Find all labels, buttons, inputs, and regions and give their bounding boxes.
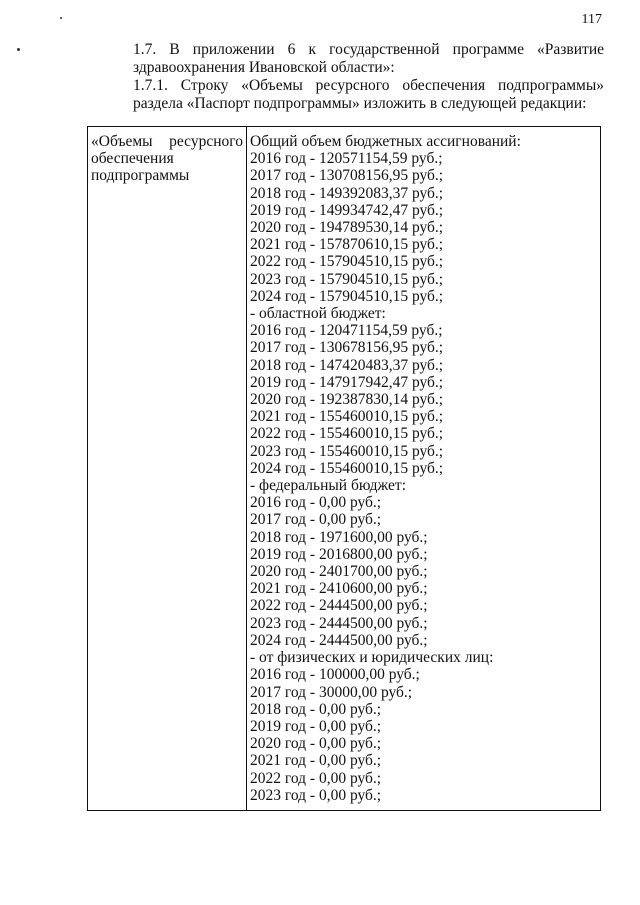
federal-budget-heading: - федеральный бюджет: <box>250 477 406 495</box>
budget-line: 2019 год - 0,00 руб.; <box>250 717 382 735</box>
budget-line: 2023 год - 157904510,15 руб.; <box>250 270 444 288</box>
budget-line: 2022 год - 155460010,15 руб.; <box>250 425 444 443</box>
budget-line: 2021 год - 0,00 руб.; <box>250 752 382 770</box>
budget-line: 2016 год - 120571154,59 руб.; <box>250 150 443 168</box>
row-label-cell <box>91 133 243 185</box>
budget-line: 2018 год - 0,00 руб.; <box>250 700 382 718</box>
budget-line: 2016 год - 100000,00 руб.; <box>250 666 420 684</box>
budget-line: 2020 год - 192387830,14 руб.; <box>250 391 444 409</box>
budget-line: 2017 год - 130708156,95 руб.; <box>250 167 444 185</box>
budget-line: 2017 год - 0,00 руб.; <box>250 511 382 529</box>
budget-line: 2018 год - 149392083,37 руб.; <box>250 184 444 202</box>
budget-line: 2019 год - 147917942,47 руб.; <box>250 373 444 391</box>
budget-line: 2017 год - 130678156,95 руб.; <box>250 339 444 357</box>
budget-line: 2023 год - 155460010,15 руб.; <box>250 442 444 460</box>
row-label-line: подпрограммы <box>91 167 190 185</box>
row-value-cell <box>250 133 595 804</box>
budget-line: 2024 год - 155460010,15 руб.; <box>250 459 444 477</box>
row-label-line: «Объемы ресурсного <box>91 133 243 150</box>
budget-line: 2022 год - 157904510,15 руб.; <box>250 253 444 271</box>
budget-line: 2024 год - 2444500,00 руб.; <box>250 631 428 649</box>
budget-line: 2016 год - 0,00 руб.; <box>250 494 382 512</box>
budget-line: 2017 год - 30000,00 руб.; <box>250 683 413 701</box>
budget-line: 2021 год - 157870610,15 руб.; <box>250 236 444 254</box>
budget-line: 2020 год - 0,00 руб.; <box>250 735 382 753</box>
budget-line: 2016 год - 120471154,59 руб.; <box>250 322 443 340</box>
paragraph-1-7 <box>88 41 604 77</box>
budget-line: 2023 год - 2444500,00 руб.; <box>250 614 428 632</box>
budget-line: 2022 год - 0,00 руб.; <box>250 769 382 787</box>
paragraph-line: здравоохранения Ивановской области»: <box>133 59 395 76</box>
total-heading: Общий объем бюджетных ассигнований: <box>250 133 521 150</box>
budget-line: 2019 год - 2016800,00 руб.; <box>250 545 428 563</box>
budget-line: 2020 год - 2401700,00 руб.; <box>250 563 428 581</box>
passport-table <box>87 126 601 811</box>
paragraph-line: 1.7. В приложении 6 к государственной программе «Развитие <box>133 41 604 58</box>
paragraph-line: раздела «Паспорт подпрограммы» изложить в следующей редакции: <box>133 95 587 112</box>
paragraph-1-7-1 <box>88 77 604 113</box>
budget-line: 2022 год - 2444500,00 руб.; <box>250 597 428 615</box>
budget-line: 2018 год - 147420483,37 руб.; <box>250 356 444 374</box>
scan-speck <box>60 17 62 19</box>
row-label-line: обеспечения <box>91 150 174 168</box>
regional-budget-heading: - областной бюджет: <box>250 305 386 323</box>
budget-line: 2020 год - 194789530,14 руб.; <box>250 219 444 237</box>
budget-line: 2019 год - 149934742,47 руб.; <box>250 201 444 219</box>
paragraph-line: 1.7.1. Строку «Объемы ресурсного обеспечения подпрограммы» <box>133 77 604 94</box>
private-funds-heading: - от физических и юридических лиц: <box>250 649 494 667</box>
budget-line: 2021 год - 155460010,15 руб.; <box>250 408 444 426</box>
column-divider <box>246 127 247 810</box>
scan-speck <box>17 48 20 51</box>
budget-line: 2024 год - 157904510,15 руб.; <box>250 287 444 305</box>
page-number: 117 <box>581 12 602 27</box>
budget-line: 2018 год - 1971600,00 руб.; <box>250 528 428 546</box>
budget-line: 2021 год - 2410600,00 руб.; <box>250 580 428 598</box>
budget-line: 2023 год - 0,00 руб.; <box>250 786 382 804</box>
